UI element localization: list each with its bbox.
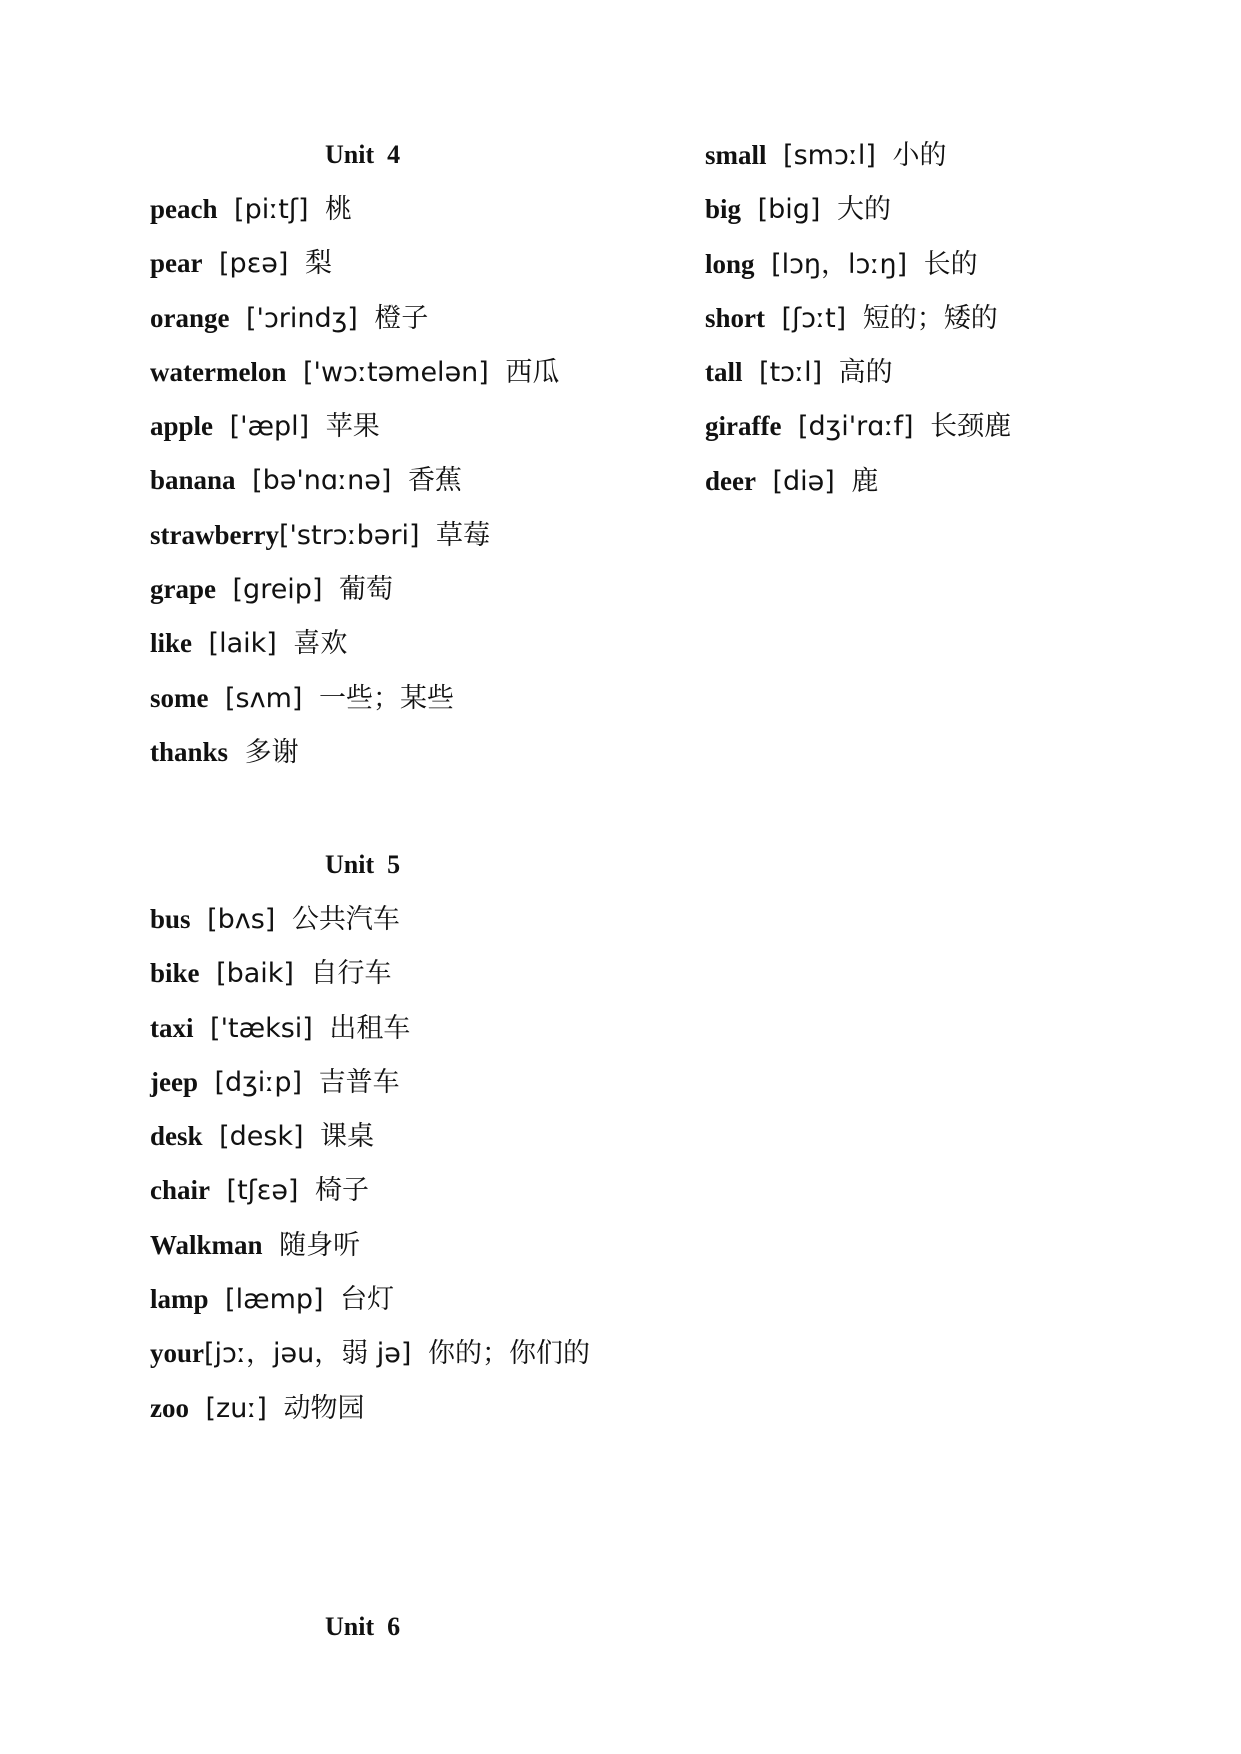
vocab-entry	[150, 236, 710, 290]
vocab-entry	[150, 453, 710, 507]
vocab-phonetic: [sʌm]	[225, 682, 303, 714]
vocab-translation: 喜欢	[293, 628, 348, 660]
vocab-translation: 出租车	[329, 1012, 411, 1044]
vocab-word: pear	[150, 248, 203, 279]
vocab-word: some	[150, 682, 209, 713]
vocab-translation: 葡萄	[339, 574, 394, 606]
vocab-entry	[150, 892, 710, 946]
vocab-word: thanks	[150, 736, 229, 767]
vocab-phonetic: [piːtʃ]	[234, 194, 309, 225]
vocab-phonetic: [smɔːl]	[783, 140, 876, 171]
vocab-entry	[705, 128, 1205, 182]
vocab-phonetic: [lɔŋ，lɔːŋ]	[771, 248, 908, 280]
vocab-phonetic: [dʒiːp]	[214, 1066, 303, 1098]
vocab-entry	[150, 1326, 710, 1380]
vocab-phonetic: ['tæksi]	[210, 1012, 313, 1044]
vocab-entry	[705, 454, 1205, 508]
vocab-translation: 高的	[838, 357, 893, 389]
vocab-word: jeep	[150, 1066, 198, 1097]
vocab-entry	[705, 291, 1205, 345]
vocab-translation: 鹿	[851, 465, 879, 497]
unit5-title: Unit 5	[325, 850, 401, 879]
vocab-word: zoo	[150, 1392, 189, 1423]
vocab-word: watermelon	[150, 356, 287, 387]
vocab-entry	[150, 562, 710, 616]
vocab-translation: 小的	[892, 140, 947, 171]
vocab-translation: 长颈鹿	[930, 411, 1012, 443]
vocab-translation: 香蕉	[407, 465, 462, 497]
vocab-phonetic: [tɔːl]	[759, 357, 823, 389]
vocab-word: lamp	[150, 1284, 209, 1315]
vocab-word: bike	[150, 958, 200, 989]
vocab-entry	[150, 671, 710, 725]
vocab-word: Walkman	[150, 1229, 263, 1260]
vocab-phonetic: [ʃɔːt]	[781, 302, 847, 334]
vocab-word: desk	[150, 1121, 203, 1152]
unit5-section	[150, 838, 710, 1435]
vocab-entry	[705, 345, 1205, 399]
vocab-entry	[705, 399, 1205, 453]
vocab-phonetic: [pɛə]	[219, 248, 289, 280]
vocab-translation: 多谢	[244, 736, 299, 768]
vocab-word: grape	[150, 574, 216, 605]
vocab-translation: 公共汽车	[291, 904, 400, 935]
vocab-word: short	[705, 302, 765, 333]
unit4-title: Unit 4	[325, 140, 401, 169]
vocab-word: apple	[150, 411, 214, 442]
vocab-phonetic: [bə'nɑːnə]	[252, 465, 392, 497]
vocab-entry	[150, 1109, 710, 1163]
vocab-entry	[150, 399, 710, 453]
vocab-translation: 椅子	[315, 1175, 369, 1207]
vocab-entry	[150, 1055, 710, 1109]
vocab-phonetic: [bʌs]	[207, 904, 276, 935]
vocab-phonetic: [jɔː，jəu，弱 jə]	[204, 1338, 412, 1370]
unit6-section	[150, 1600, 710, 1654]
vocab-phonetic: ['strɔːbəri]	[278, 519, 420, 551]
vocab-phonetic: [dʒi'rɑːf]	[797, 411, 914, 443]
vocab-word: small	[705, 140, 767, 170]
vocab-word: taxi	[150, 1012, 194, 1043]
vocab-entry	[150, 291, 710, 345]
vocab-entry	[705, 237, 1205, 291]
vocab-translation: 台灯	[340, 1284, 395, 1316]
vocab-entry	[150, 946, 710, 1000]
vocab-entry	[705, 182, 1205, 236]
vocab-phonetic: [big]	[757, 194, 821, 226]
vocab-word: bus	[150, 904, 191, 934]
vocab-translation: 短的；矮的	[862, 302, 998, 334]
vocab-phonetic: ['æpl]	[229, 411, 310, 443]
vocab-translation: 课桌	[320, 1121, 375, 1153]
vocab-phonetic: [zuː]	[205, 1392, 267, 1424]
vocab-entry	[150, 1272, 710, 1326]
unit4-right-list	[705, 128, 1205, 508]
vocab-word: chair	[150, 1175, 210, 1206]
unit4-left-column	[150, 128, 710, 779]
unit5-list	[150, 892, 710, 1435]
vocab-translation: 草莓	[436, 519, 491, 551]
vocab-phonetic: [desk]	[219, 1121, 304, 1153]
vocab-word: tall	[705, 357, 743, 388]
vocab-phonetic: [greip]	[232, 574, 323, 606]
vocab-phonetic: [læmp]	[225, 1284, 324, 1316]
vocab-translation: 自行车	[310, 958, 392, 990]
vocab-phonetic: [tʃɛə]	[226, 1175, 299, 1207]
vocab-entry	[150, 345, 710, 399]
vocab-translation: 桃	[325, 194, 353, 225]
vocab-word: peach	[150, 194, 218, 224]
vocab-word: your	[150, 1338, 204, 1369]
vocab-translation: 橙子	[374, 302, 429, 334]
vocab-word: long	[705, 248, 755, 279]
vocab-translation: 梨	[304, 248, 332, 280]
vocab-translation: 你的；你们的	[427, 1338, 590, 1370]
vocab-phonetic: [diə]	[772, 465, 835, 497]
vocab-phonetic: ['ɔrindʒ]	[246, 302, 358, 334]
vocab-entry	[150, 725, 710, 779]
vocab-translation: 一些；某些	[318, 682, 454, 714]
vocab-entry	[150, 1218, 710, 1272]
vocab-translation: 随身听	[279, 1229, 361, 1261]
vocab-entry	[150, 1163, 710, 1217]
vocab-word: like	[150, 628, 193, 659]
vocab-entry	[150, 508, 710, 562]
vocab-word: banana	[150, 465, 236, 496]
vocab-translation: 大的	[836, 194, 891, 226]
vocab-translation: 动物园	[283, 1392, 365, 1424]
vocab-word: orange	[150, 302, 230, 333]
vocab-translation: 苹果	[325, 411, 380, 443]
vocab-phonetic: [baik]	[216, 958, 294, 990]
vocab-entry	[150, 1381, 710, 1435]
vocab-word: big	[705, 194, 742, 225]
vocab-translation: 长的	[923, 248, 978, 280]
vocab-entry	[150, 182, 710, 236]
vocab-word: giraffe	[705, 411, 782, 442]
unit4-right-column	[705, 128, 1205, 508]
vocab-word: deer	[705, 465, 756, 496]
vocab-entry	[150, 616, 710, 670]
vocab-translation: 西瓜	[505, 356, 560, 388]
vocab-translation: 吉普车	[318, 1066, 400, 1098]
unit4-left-list	[150, 182, 710, 779]
vocab-word: strawberry	[150, 519, 279, 550]
unit6-title: Unit 6	[325, 1612, 401, 1641]
vocab-phonetic: ['wɔːtəmelən]	[302, 356, 489, 388]
vocab-phonetic: [laik]	[208, 628, 277, 660]
vocab-entry	[150, 1001, 710, 1055]
